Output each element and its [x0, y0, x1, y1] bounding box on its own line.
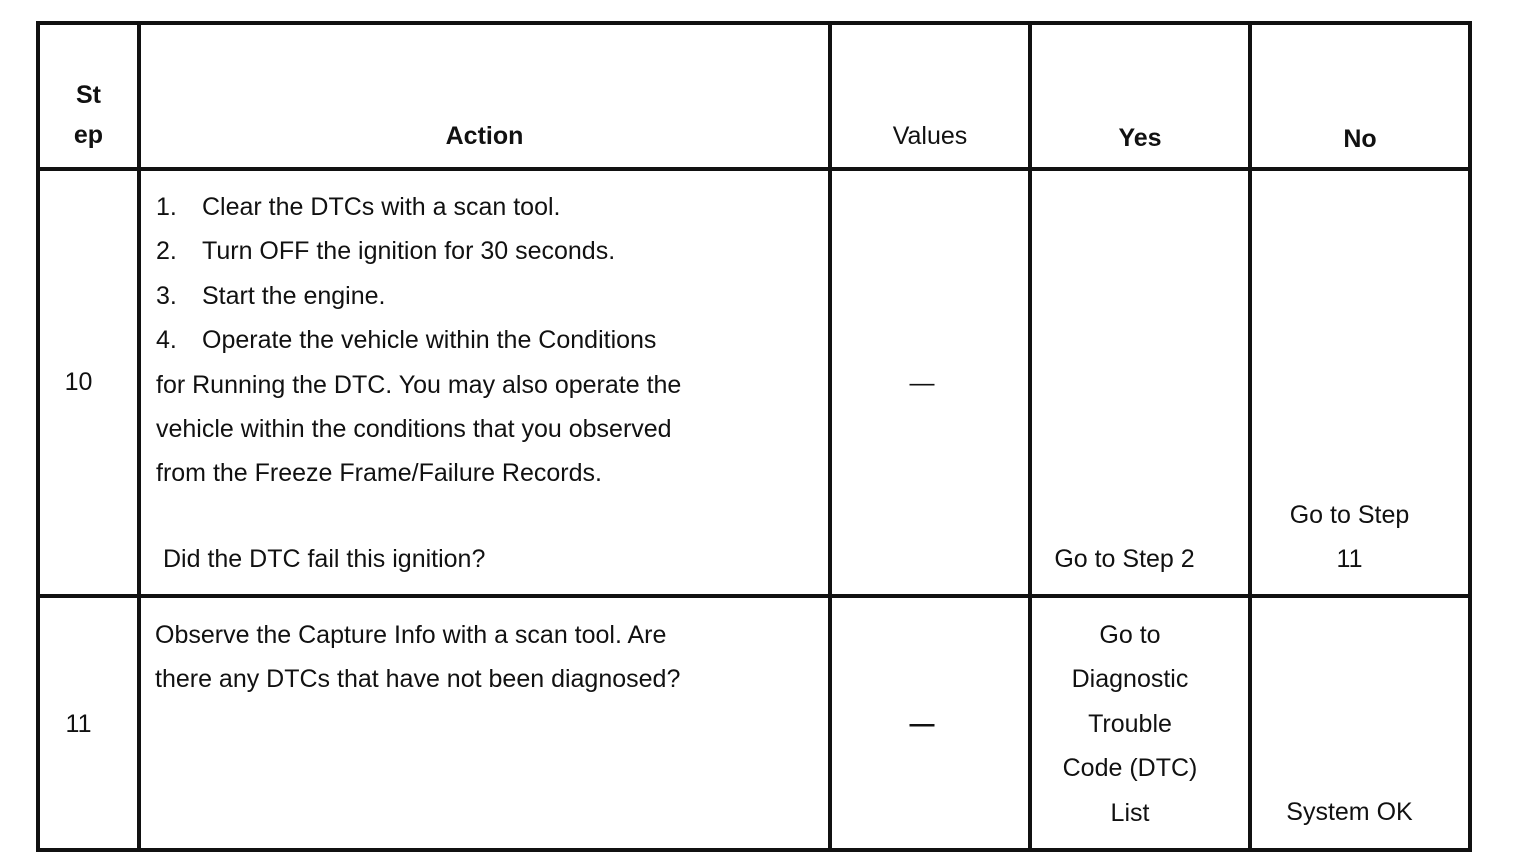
- row-divider: [36, 594, 1472, 598]
- action-line: there any DTCs that have not been diagnosed?: [155, 665, 681, 694]
- row-10-no-line2: 11: [1336, 545, 1363, 574]
- action-continuation: vehicle within the conditions that you observed: [156, 415, 672, 444]
- row-10-question: Did the DTC fail this ignition?: [163, 545, 486, 573]
- list-item: 1. Clear the DTCs with a scan tool.: [156, 193, 561, 221]
- header-step-line1: St: [76, 81, 101, 109]
- row-11-yes-line: List: [1110, 798, 1150, 827]
- list-item: 2. Turn OFF the ignition for 30 seconds.: [156, 237, 616, 266]
- row-11-yes-line: Go to: [1099, 621, 1161, 649]
- header-yes: Yes: [1118, 124, 1162, 152]
- row-11-values: —: [909, 710, 935, 738]
- row-10-action-list: [156, 185, 826, 363]
- header-step-line2: ep: [73, 121, 104, 149]
- header-action: Action: [445, 122, 524, 150]
- row-11-yes-line: Diagnostic: [1071, 665, 1189, 694]
- header-values: Values: [892, 122, 968, 150]
- action-continuation: for Running the DTC. You may also operate the: [156, 370, 682, 399]
- table-bottom-border: [36, 848, 1472, 852]
- action-line: Observe the Capture Info with a scan tool. Are: [155, 621, 667, 649]
- row-11-yes-line: Code (DTC): [1062, 754, 1198, 783]
- row-11-no: System OK: [1286, 798, 1413, 826]
- list-item: 4. Operate the vehicle within the Conditions: [156, 326, 657, 355]
- row-11-yes: [1032, 613, 1228, 835]
- header-bottom-border: [36, 167, 1472, 171]
- action-continuation: from the Freeze Frame/Failure Records.: [156, 459, 602, 488]
- header-step: [40, 75, 137, 155]
- row-10-yes: Go to Step 2: [1054, 545, 1195, 573]
- row-11-action: [155, 613, 825, 702]
- row-10-step: 10: [64, 368, 93, 396]
- row-11-step: 11: [65, 710, 92, 738]
- row-11-yes-line: Trouble: [1088, 709, 1172, 738]
- row-10-values: —: [909, 369, 935, 397]
- diagnostic-table: [36, 21, 1472, 852]
- row-10-no-line1: Go to Step: [1289, 501, 1410, 529]
- header-no: No: [1343, 125, 1377, 153]
- row-10-action: [156, 185, 826, 496]
- row-10-no: [1252, 493, 1447, 582]
- col-border-right: [1468, 21, 1472, 852]
- table-top-border: [36, 21, 1472, 25]
- list-item: 3. Start the engine.: [156, 281, 386, 310]
